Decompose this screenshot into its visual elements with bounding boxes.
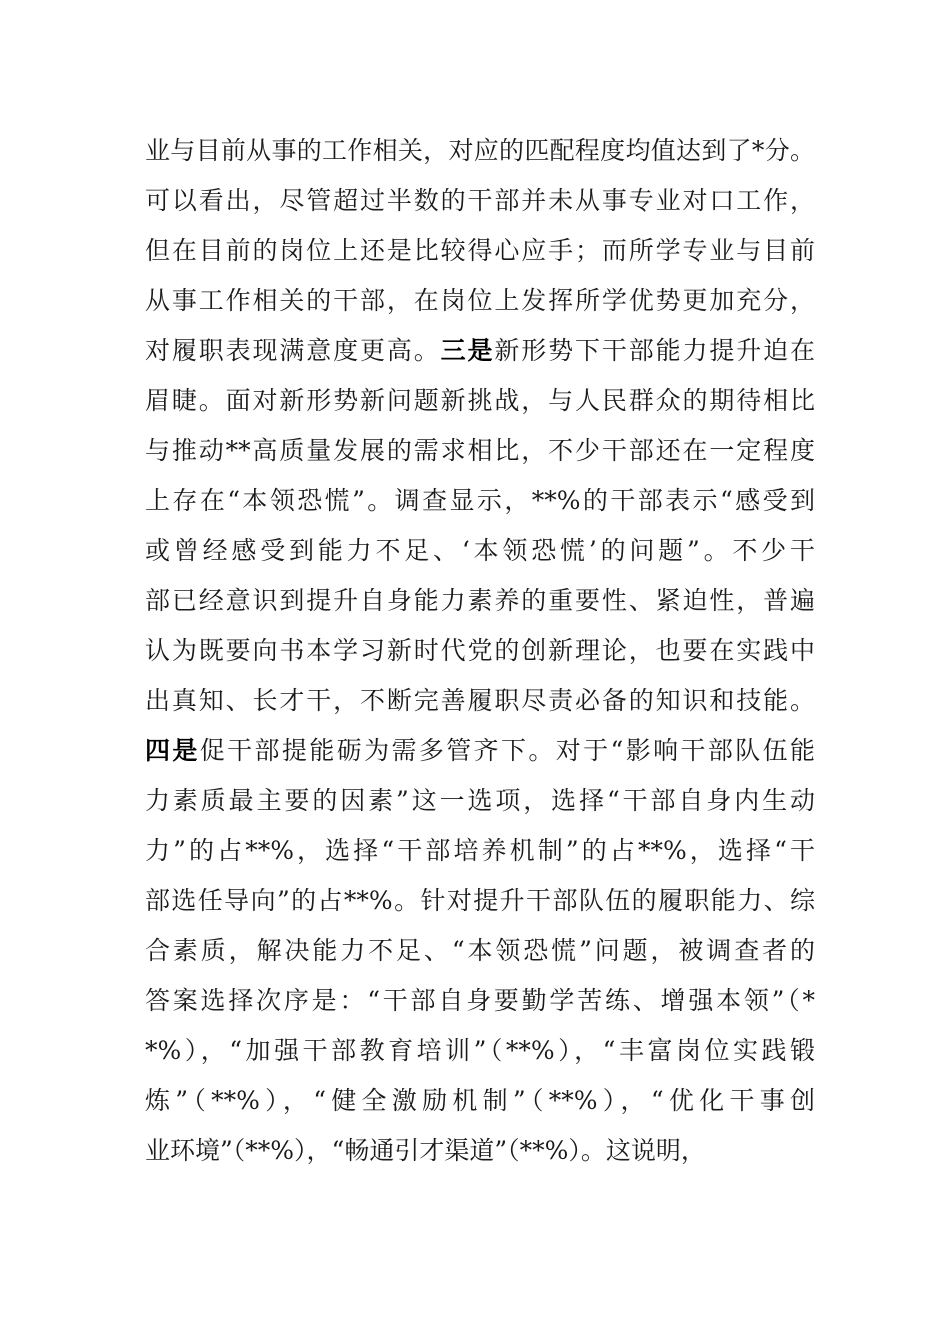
text-line-19: *%），“加强干部教育培训”（**%），“丰富岗位实践锻 <box>145 1036 815 1065</box>
text-line-11: 认为既要向书本学习新时代党的创新理论，也要在实践中 <box>145 636 815 665</box>
text-line-21: 业环境”（**%），“畅通引才渠道”（**%）。这说明， <box>145 1136 706 1165</box>
text-line-15: 力”的占**%，选择“干部培养机制”的占**%，选择“干 <box>145 836 815 865</box>
text-line-1: 业与目前从事的工作相关，对应的匹配程度均值达到了*分。 <box>145 136 815 165</box>
text-line-5 <box>145 326 815 376</box>
body-paragraph <box>145 126 815 1176</box>
text-line-7: 与推动**高质量发展的需求相比，不少干部还在一定程度 <box>145 436 815 465</box>
text-line-4: 从事工作相关的干部，在岗位上发挥所学优势更加充分， <box>145 286 815 315</box>
bold-heading-san-shi: 三是 <box>440 336 495 365</box>
text-line-16: 部选任导向”的占**%。针对提升干部队伍的履职能力、综 <box>145 886 815 915</box>
text-line-6: 眉睫。面对新形势新问题新挑战，与人民群众的期待相比 <box>145 386 815 415</box>
text-line-13 <box>145 726 815 776</box>
text-line-10: 部已经意识到提升自身能力素养的重要性、紧迫性，普遍 <box>145 586 815 615</box>
text-segment: 对履职表现满意度更高。 <box>145 336 441 365</box>
text-segment: 促干部提能砺为需多管齐下。对于“影响干部队伍能 <box>199 736 815 765</box>
text-line-9: 或曾经感受到能力不足、‘本领恐慌’的问题”。不少干 <box>145 536 815 565</box>
text-line-2: 可以看出，尽管超过半数的干部并未从事专业对口工作， <box>145 186 815 215</box>
text-line-18: 答案选择次序是：“干部自身要勤学苦练、增强本领”（* <box>145 986 815 1015</box>
bold-heading-si-shi: 四是 <box>145 736 200 765</box>
text-line-12: 出真知、长才干，不断完善履职尽责必备的知识和技能。 <box>145 686 815 715</box>
text-line-8: 上存在“本领恐慌”。调查显示，**%的干部表示“感受到 <box>145 486 815 515</box>
text-line-20: 炼”（**%），“健全激励机制”（**%），“优化干事创 <box>145 1086 815 1115</box>
text-segment: 新形势下干部能力提升迫在 <box>494 336 815 365</box>
text-line-17: 合素质，解决能力不足、“本领恐慌”问题，被调查者的 <box>145 936 815 965</box>
text-line-14: 力素质最主要的因素”这一选项，选择“干部自身内生动 <box>145 786 815 815</box>
text-line-3: 但在目前的岗位上还是比较得心应手；而所学专业与目前 <box>145 236 815 265</box>
